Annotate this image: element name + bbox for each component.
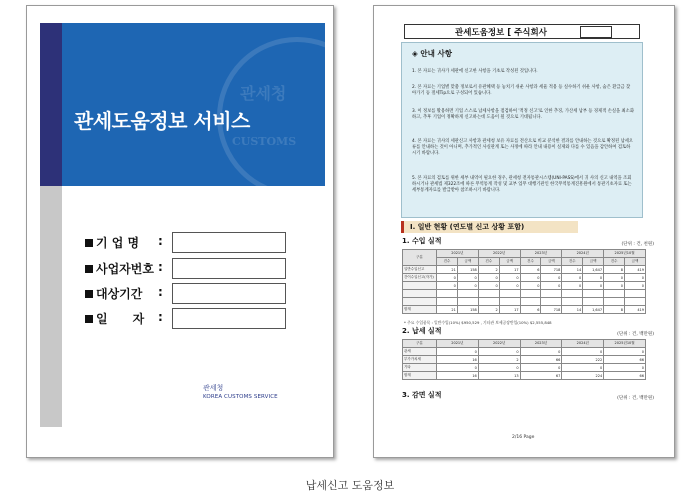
- table-cell: 0: [478, 348, 520, 356]
- row-label: 합계: [403, 372, 437, 380]
- table-cell: 67: [520, 372, 562, 380]
- table-cell: 6: [520, 306, 541, 314]
- form-label: 일 자: [96, 312, 145, 326]
- table-cell: 222: [562, 356, 604, 364]
- table-cell: 0: [457, 274, 478, 282]
- table-cell: 0: [520, 274, 541, 282]
- table-row: [403, 266, 646, 274]
- footnote: * 주요 수입품목 : 일반수입(10%) $950,529 , 기타관 보세공장반입(10%) $2,555,848: [404, 320, 552, 325]
- table-cell: 0: [562, 282, 583, 290]
- table-cell: [541, 298, 562, 306]
- table-subheader: 건수: [562, 258, 583, 266]
- report-header-text: 관세도움정보 [ 주식회사: [455, 28, 547, 38]
- page-number: 2/16 Page: [512, 435, 535, 440]
- report-page: [373, 5, 675, 458]
- table-cell: 0: [437, 274, 458, 282]
- row-label: 관세: [403, 348, 437, 356]
- table-cell: 718: [541, 266, 562, 274]
- table-cell: [499, 290, 520, 298]
- table-cell: 0: [541, 274, 562, 282]
- bullet-square-icon: [85, 239, 93, 247]
- org-name: 관세청: [203, 384, 224, 392]
- bullet-square-icon: [85, 290, 93, 298]
- table-subheader: 건수: [520, 258, 541, 266]
- table-subheader: 금액: [457, 258, 478, 266]
- table-cell: 2: [478, 306, 499, 314]
- table-cell: 0: [520, 364, 562, 372]
- table-cell: 419: [625, 306, 646, 314]
- cover-title: 관세도움정보 서비스: [74, 109, 250, 133]
- emblem-text-english: CUSTOMS: [232, 135, 297, 148]
- table-cell: [583, 298, 604, 306]
- table-cell: 8: [604, 306, 625, 314]
- table-cell: 0: [478, 274, 499, 282]
- table-cell: 1,647: [583, 266, 604, 274]
- table-cell: 13: [478, 372, 520, 380]
- table-cell: 0: [604, 348, 646, 356]
- table-row: [403, 372, 646, 380]
- unit-note: (단위 : 건, 백만원): [617, 332, 654, 337]
- table-header: 2021년: [437, 250, 479, 258]
- notice-paragraph: 1. 본 자료는 귀사가 세관에 신고한 사항을 기초로 작성된 것입니다.: [412, 69, 538, 74]
- table-cell: [583, 290, 604, 298]
- row-label: 합계: [403, 306, 437, 314]
- import-table: [402, 249, 646, 314]
- table-cell: 66: [520, 356, 562, 364]
- form-label: 대상기간: [96, 287, 143, 301]
- section-title-bar: [401, 221, 578, 233]
- table-header: 2025년10월: [604, 340, 646, 348]
- table-cell: 66: [604, 356, 646, 364]
- table-cell: 419: [625, 266, 646, 274]
- table-cell: [478, 298, 499, 306]
- table-cell: 2: [478, 266, 499, 274]
- table-cell: [457, 290, 478, 298]
- table-cell: 0: [437, 364, 479, 372]
- table-row: [403, 364, 646, 372]
- table-cell: 0: [478, 282, 499, 290]
- cover-title-band: [62, 23, 325, 186]
- notice-paragraph: 2. 본 자료는 기업별 맞춤 정보로서 유관혜택 등 놓치기 쉬운 사항과 세율 적용 등 실수하기 쉬운 사항, 숨은 환급금 찾아가기 등 절세Tip으로 구성되어 있습니다.: [412, 85, 631, 96]
- table-cell: 0: [562, 364, 604, 372]
- table-cell: 0: [604, 364, 646, 372]
- table-cell: 0: [583, 282, 604, 290]
- table-header: 2024년: [562, 250, 604, 258]
- row-label: [403, 290, 437, 298]
- table-cell: 14: [562, 266, 583, 274]
- table-cell: 17: [499, 306, 520, 314]
- table-cell: [604, 290, 625, 298]
- subsection-tax: 2. 납세 실적: [402, 327, 442, 335]
- date-field[interactable]: [172, 308, 286, 329]
- business-number-field[interactable]: [172, 258, 286, 279]
- cover-page: 관세청 CUSTOMS 관세도움정보 서비스 기 업 명 : 사업자번호 : 대상기간 : 일 자 : 관세청 KOREA CUSTOMS SERVICE: [26, 5, 334, 458]
- subsection-import: 1. 수입 실적: [402, 237, 442, 245]
- table-cell: [520, 298, 541, 306]
- bullet-square-icon: [85, 315, 93, 323]
- notice-paragraph: 3. 이 정보를 활용하면 기업 스스로 납세사항을 점검하여 '적정 신고'로 인한 추징, 가산세 납부 등 경제적 손실을 최소화하고, 추후 기업이 정확하게 신고하는데 도움이 될 것으로 기대됩니다.: [412, 109, 634, 120]
- table-header: 2022년: [478, 340, 520, 348]
- table-cell: 2: [478, 356, 520, 364]
- table-cell: [604, 298, 625, 306]
- table-cell: 14: [562, 306, 583, 314]
- table-cell: 66: [604, 372, 646, 380]
- table-cell: 0: [437, 282, 458, 290]
- table-cell: 16: [437, 372, 479, 380]
- row-label: 부가가치세: [403, 356, 437, 364]
- table-cell: 21: [437, 266, 458, 274]
- table-cell: 6: [520, 266, 541, 274]
- table-header: 2025년10월: [604, 250, 646, 258]
- table-cell: 0: [562, 274, 583, 282]
- unit-note: (단위 : 건, 천원): [621, 242, 654, 247]
- row-label: 간이수입신고(자가): [403, 274, 437, 282]
- row-label: [403, 298, 437, 306]
- table-subheader: 금액: [625, 258, 646, 266]
- table-row: [403, 290, 646, 298]
- table-row: [403, 282, 646, 290]
- table-row: [403, 306, 646, 314]
- table-cell: 0: [520, 348, 562, 356]
- image-caption: 납세신고 도움정보: [305, 479, 395, 492]
- table-cell: 0: [541, 282, 562, 290]
- table-subheader: 금액: [499, 258, 520, 266]
- table-subheader: 금액: [583, 258, 604, 266]
- table-row: [403, 274, 646, 282]
- table-row: [403, 356, 646, 364]
- table-row: [403, 298, 646, 306]
- table-cell: 224: [562, 372, 604, 380]
- table-cell: [499, 298, 520, 306]
- table-cell: 158: [457, 266, 478, 274]
- table-cell: 0: [520, 282, 541, 290]
- table-subheader: 건수: [437, 258, 458, 266]
- table-header: 2024년: [562, 340, 604, 348]
- table-header: 2022년: [478, 250, 520, 258]
- form-label: 사업자번호: [96, 262, 154, 276]
- table-cell: [520, 290, 541, 298]
- table-header: 구분: [403, 250, 437, 266]
- table-row: [403, 348, 646, 356]
- table-cell: 718: [541, 306, 562, 314]
- form-label: 기 업 명: [96, 236, 140, 250]
- table-cell: [562, 290, 583, 298]
- row-label: [403, 282, 437, 290]
- table-cell: 0: [625, 274, 646, 282]
- notice-box: [401, 42, 643, 218]
- table-cell: 0: [457, 282, 478, 290]
- table-cell: 21: [437, 306, 458, 314]
- notice-paragraph: 4. 본 자료는 귀사의 세관신고 사항과 관세청 보유 자료를 전산으로 비교 분석한 결과를 안내하는 것으로 확정된 납세오류를 안내하는 것이 아니며, 추가적인 사실관계 또는 사정에 따라 안내 내용이 실제와 다를 수 있음을 감안하여 검토하시기 바랍니다.: [412, 139, 634, 156]
- table-cell: [541, 290, 562, 298]
- table-cell: 1,647: [583, 306, 604, 314]
- company-name-box[interactable]: [580, 26, 612, 38]
- table-cell: [437, 290, 458, 298]
- tax-table: [402, 339, 646, 380]
- table-cell: 16: [437, 356, 479, 364]
- table-cell: 0: [437, 348, 479, 356]
- table-header: 2021년: [437, 340, 479, 348]
- table-header: 구분: [403, 340, 437, 348]
- table-cell: 0: [604, 282, 625, 290]
- org-name-en: KOREA CUSTOMS SERVICE: [203, 394, 278, 400]
- table-header: 2023년: [520, 340, 562, 348]
- bullet-square-icon: [85, 265, 93, 273]
- unit-note: (단위 : 건, 백만원): [617, 396, 654, 401]
- table-cell: 0: [583, 274, 604, 282]
- table-cell: [625, 298, 646, 306]
- report-header: [404, 24, 640, 39]
- table-cell: [478, 290, 499, 298]
- notice-title: ◈ 안내 사항: [412, 49, 452, 58]
- table-header: 2023년: [520, 250, 562, 258]
- table-cell: 0: [604, 274, 625, 282]
- cover-side-stripe-gray: [40, 186, 62, 427]
- row-label: 기타: [403, 364, 437, 372]
- emblem-text-korean: 관세청: [240, 84, 287, 103]
- section-title: Ⅰ. 일반 현황 (연도별 신고 상황 포함): [410, 223, 525, 231]
- notice-paragraph: 5. 본 자료의 검토를 위한 세부 내역이 필요한 경우, 관세청 전자통관시스템(UNI-PASS)에서 귀 사의 신고 내역을 조회하시거나 관세법 제322조에 따른 무역통계 작성 및 교부 업무 대행기관인 한국무역통계진흥원에서 통관기초자료 또는 세부통계자료를 발급받아 참조하시기 바랍니다.: [412, 176, 632, 193]
- subsection-reduction: 3. 감면 실적: [402, 391, 442, 399]
- table-cell: [437, 298, 458, 306]
- table-cell: [457, 298, 478, 306]
- table-cell: 0: [562, 348, 604, 356]
- table-cell: [562, 298, 583, 306]
- table-cell: 158: [457, 306, 478, 314]
- table-cell: [625, 290, 646, 298]
- table-cell: 17: [499, 266, 520, 274]
- table-cell: 0: [499, 274, 520, 282]
- table-cell: 8: [604, 266, 625, 274]
- target-period-field[interactable]: [172, 283, 286, 304]
- table-subheader: 금액: [541, 258, 562, 266]
- table-subheader: 건수: [478, 258, 499, 266]
- table-cell: 0: [499, 282, 520, 290]
- row-label: 일반수입신고: [403, 266, 437, 274]
- table-cell: 0: [478, 364, 520, 372]
- table-subheader: 건수: [604, 258, 625, 266]
- table-cell: 0: [625, 282, 646, 290]
- company-name-field[interactable]: [172, 232, 286, 253]
